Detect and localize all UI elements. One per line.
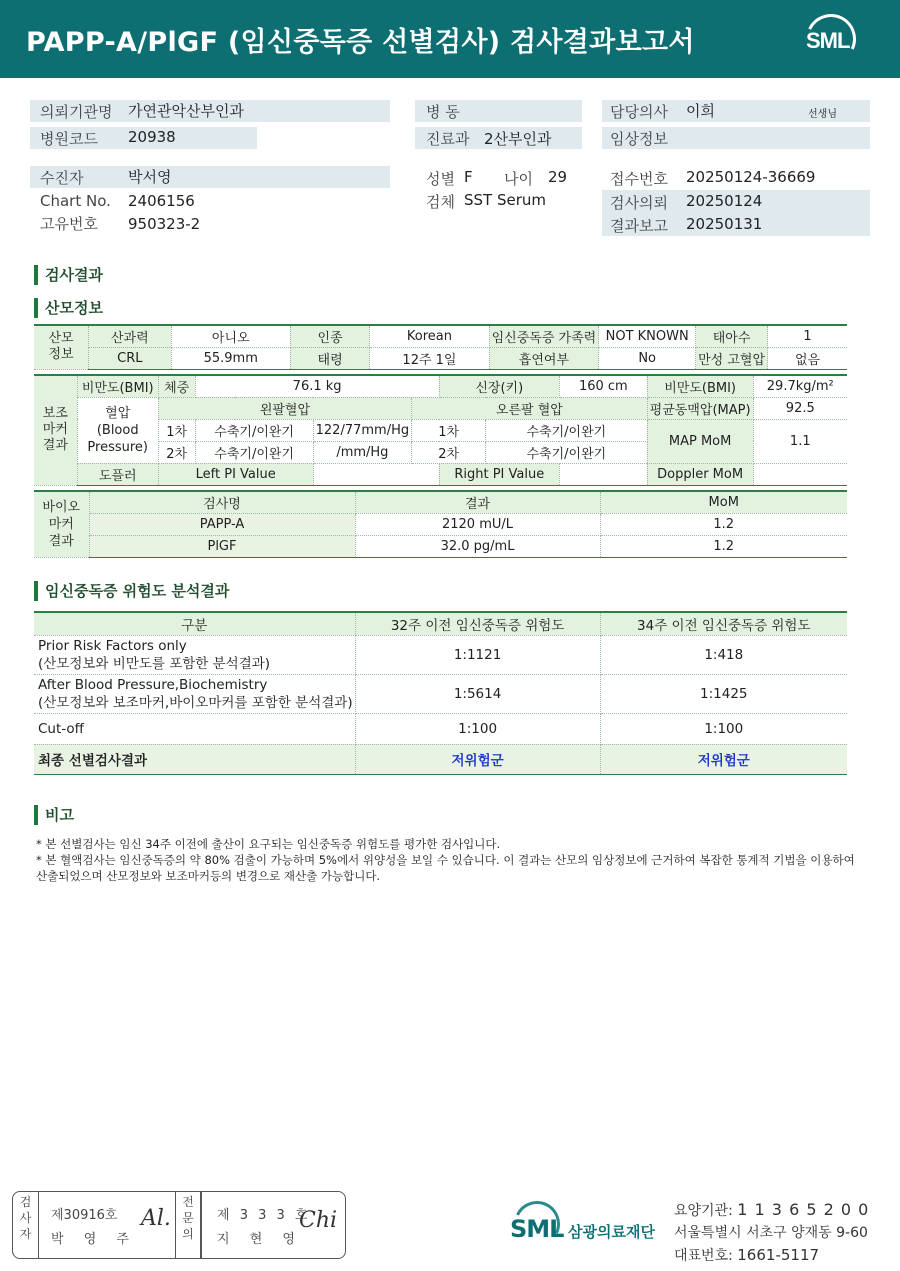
row-label: After Blood Pressure,Biochemistry [38, 676, 268, 693]
cell: 흡연여부 [489, 347, 599, 369]
reception-value: 20250124-36669 [686, 168, 816, 186]
table-row [34, 635, 847, 674]
cell: 1:100 [600, 713, 847, 744]
expert-signature: Chi [299, 1208, 338, 1233]
doppler-label: 도플러 [77, 463, 158, 485]
age-value: 29 [548, 168, 568, 186]
reception-label: 접수번호 [610, 170, 668, 188]
map-value: 92.5 [753, 397, 847, 419]
cell: CRL [89, 347, 172, 369]
clinical-label: 임상정보 [610, 130, 668, 148]
cell: 1차 [412, 419, 486, 441]
examiner-signature: Al. [141, 1206, 171, 1231]
cell: 2차 [158, 441, 195, 463]
cell: 1 [768, 325, 847, 347]
report-label: 결과보고 [610, 217, 668, 235]
bio-marker-table [34, 490, 847, 558]
bp-label: 혈압 (Blood Pressure) [77, 397, 158, 463]
sex-value: F [464, 168, 473, 186]
risk-table [34, 611, 847, 775]
examiner-license: 제30916호 [51, 1208, 118, 1223]
patient-label: 수진자 [40, 169, 84, 187]
map-label: 평균동맥압(MAP) [647, 397, 753, 419]
cell: 아니오 [171, 325, 290, 347]
section-result: 검사결과 [34, 265, 103, 285]
row-sublabel: (산모정보와 보조마커,바이오마커를 포함한 분석결과) [38, 694, 353, 711]
cell: 55.9mm [171, 347, 290, 369]
foundation-logo: SML 삼광의료재단 [510, 1201, 670, 1255]
code-value: 20938 [128, 128, 176, 146]
cell: 12주 1일 [370, 347, 489, 369]
org-label: 의뢰기관명 [40, 103, 113, 121]
bio-header: 검사명 [89, 491, 355, 513]
sex-label: 성별 [426, 170, 455, 188]
sample-label: 검체 [426, 193, 455, 211]
doppler-mom-label: Doppler MoM [647, 463, 753, 485]
section-risk: 임신중독증 위험도 분석결과 [34, 581, 229, 601]
cell: NOT KNOWN [599, 325, 696, 347]
cell: 1:1121 [355, 635, 600, 674]
row-label: Cut-off [34, 713, 355, 744]
expert-name: 지 현 영 [217, 1232, 303, 1247]
bio-header: 결과 [355, 491, 600, 513]
final-result-32: 저위험군 [355, 744, 600, 774]
table-row [34, 713, 847, 744]
left-bp-2: /mm/Hg [313, 441, 411, 463]
dept-value: 2산부인과 [484, 130, 552, 148]
remark-line: * 본 혈액검사는 임신중독증의 약 80% 검출이 가능하며 5%에서 위양성을 보일 수 있습니다. 이 결과는 산모의 임상정보에 근거하여 복잡한 통계적 기법을 이용하여 산출되었으며 산모정보와 보조마커등의 변경으로 재산출 가능합니다. [36, 853, 855, 883]
weight-label: 체중 [158, 375, 195, 397]
right-arm-header: 오른팔 혈압 [412, 397, 648, 419]
section-maternal: 산모정보 [34, 298, 103, 318]
map-mom-label: MAP MoM [647, 419, 753, 463]
risk-header: 구분 [34, 612, 355, 635]
cell: 임신중독증 가족력 [489, 325, 599, 347]
cell: 2120 mU/L [355, 513, 600, 535]
aux-side-label: 보조 마커 결과 [34, 375, 77, 485]
report-value: 20250131 [686, 215, 763, 233]
code-label: 병원코드 [40, 130, 98, 148]
sml-logo: SML [802, 14, 860, 62]
doctor-suffix: 선생님 [808, 109, 837, 120]
cell: PlGF [89, 535, 355, 557]
left-bp-1: 122/77mm/Hg [313, 419, 411, 441]
final-result-34: 저위험군 [600, 744, 847, 774]
bmi-label: 비만도(BMI) [77, 375, 158, 397]
ward-label: 병 동 [426, 103, 460, 121]
cell: 수축기/이완기 [486, 441, 648, 463]
section-remarks: 비고 [34, 805, 74, 825]
bmi-value: 29.7kg/m² [753, 375, 847, 397]
dept-label: 진료과 [426, 130, 470, 148]
final-result-row [34, 744, 847, 774]
expert-license: 제 3 3 3 호 [217, 1208, 311, 1223]
cell: 만성 고혈압 [696, 347, 768, 369]
cell: 1.2 [600, 513, 847, 535]
report-title: PAPP-A/PlGF (임신중독증 선별검사) 검사결과보고서 [26, 27, 695, 58]
cell: 수축기/이완기 [195, 419, 313, 441]
maternal-table [34, 324, 847, 370]
age-label: 나이 [504, 170, 533, 188]
right-pi-value [559, 463, 647, 485]
row-sublabel: (산모정보와 비만도를 포함한 분석결과) [38, 655, 271, 672]
table-row [34, 535, 847, 557]
cell: 1:1425 [600, 674, 847, 713]
left-pi-label: Left PI Value [158, 463, 313, 485]
foundation-name: 삼광의료재단 [568, 1223, 655, 1241]
remark-line: * 본 선별검사는 임신 34주 이전에 출산이 요구되는 임신중독증 위험도를 평가한 검사입니다. [36, 837, 501, 851]
cell: 1:418 [600, 635, 847, 674]
risk-header: 34주 이전 임신중독증 위험도 [600, 612, 847, 635]
address: 서울특별시 서초구 양재동 9-60 [674, 1225, 868, 1241]
doppler-mom-value [753, 463, 847, 485]
uid-label: 고유번호 [40, 215, 98, 233]
cell: 1:100 [355, 713, 600, 744]
examiner-name: 박 영 주 [51, 1232, 137, 1247]
cell: 수축기/이완기 [195, 441, 313, 463]
height-value: 160 cm [559, 375, 647, 397]
cell: 수축기/이완기 [486, 419, 648, 441]
table-row [34, 674, 847, 713]
cell: 1차 [158, 419, 195, 441]
cell: 2차 [412, 441, 486, 463]
examiner-label: 검 사 자 [13, 1192, 39, 1258]
bio-side-label: 바이오 마커 결과 [34, 491, 89, 557]
aux-marker-table [34, 374, 847, 486]
chart-value: 2406156 [128, 192, 195, 210]
org-value: 가연관악산부인과 [128, 102, 244, 120]
cell: 태아수 [696, 325, 768, 347]
sample-value: SST Serum [464, 191, 547, 209]
care-number: 요양기관: 1 1 3 6 5 2 0 0 [674, 1200, 870, 1219]
cell: 태령 [290, 347, 369, 369]
bmi-label-2: 비만도(BMI) [647, 375, 753, 397]
uid-value: 950323-2 [128, 215, 201, 233]
cell: 산과력 [89, 325, 172, 347]
row-label: Prior Risk Factors only [38, 637, 187, 654]
doctor-value: 이희 [686, 102, 715, 120]
remarks-text [36, 836, 856, 884]
height-label: 신장(키) [439, 375, 559, 397]
maternal-side-label: 산모 정보 [34, 325, 89, 369]
left-pi-value [313, 463, 439, 485]
cell: 없음 [768, 347, 847, 369]
request-value: 20250124 [686, 192, 763, 210]
map-mom-value: 1.1 [753, 419, 847, 463]
risk-header: 32주 이전 임신중독증 위험도 [355, 612, 600, 635]
request-label: 검사의뢰 [610, 194, 668, 212]
weight-value: 76.1 kg [195, 375, 439, 397]
cell: Korean [370, 325, 489, 347]
cell: 1:5614 [355, 674, 600, 713]
left-arm-header: 왼팔혈압 [158, 397, 411, 419]
bio-header: MoM [600, 491, 847, 513]
final-label: 최종 선별검사결과 [34, 744, 355, 774]
patient-value: 박서영 [128, 168, 172, 186]
phone-number: 대표번호: 1661-5117 [674, 1246, 820, 1264]
cell: PAPP-A [89, 513, 355, 535]
table-row [34, 513, 847, 535]
cell: 1.2 [600, 535, 847, 557]
chart-label: Chart No. [40, 192, 111, 210]
signature-box [12, 1191, 346, 1259]
right-pi-label: Right PI Value [439, 463, 559, 485]
cell: 인종 [290, 325, 369, 347]
doctor-label: 담당의사 [610, 103, 668, 121]
info-block [0, 0, 900, 240]
cell: 32.0 pg/mL [355, 535, 600, 557]
cell: No [599, 347, 696, 369]
expert-label: 전 문 의 [175, 1192, 201, 1258]
